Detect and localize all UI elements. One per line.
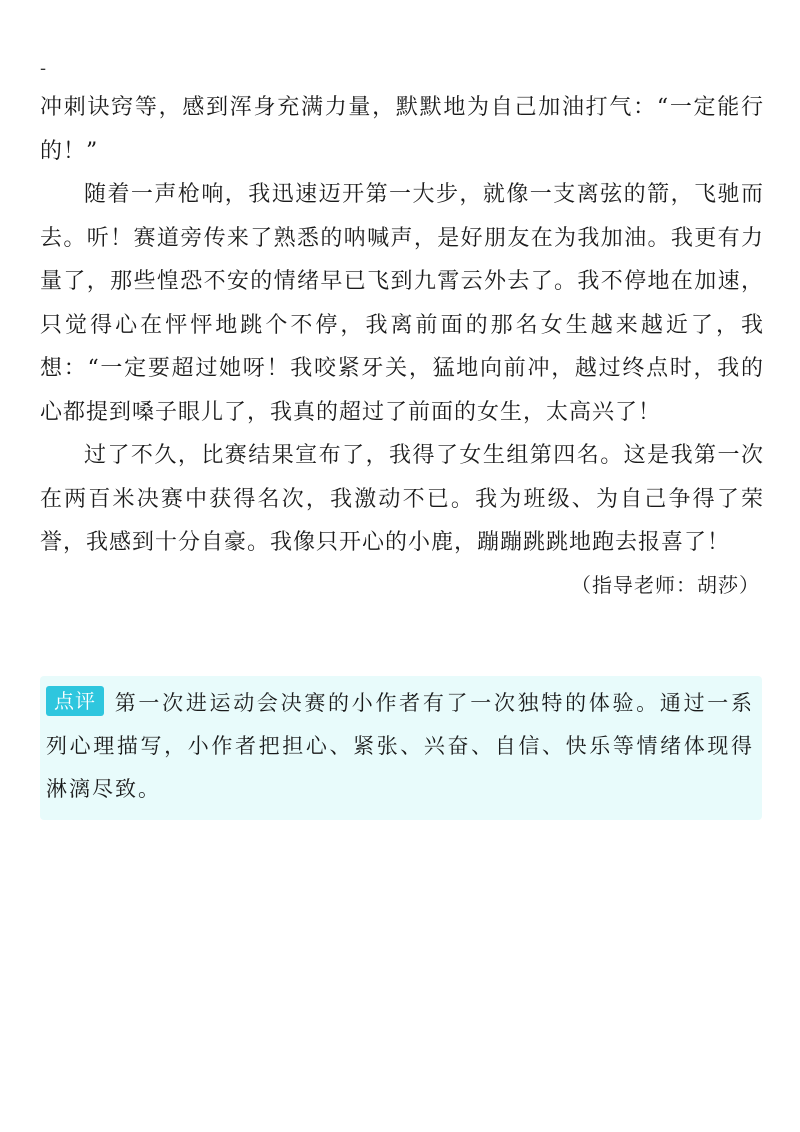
comment-text: 第一次进运动会决赛的小作者有了一次独特的体验。通过一系列心理描写，小作者把担心、紧张、兴奋、自信、快乐等情绪体现得淋漓尽致。 [46, 691, 754, 801]
page-top-mark: - [40, 58, 47, 79]
essay-paragraph-1: 冲刺诀窍等，感到浑身充满力量，默默地为自己加油打气：“一定能行的！” [40, 95, 764, 164]
essay-body [40, 86, 764, 605]
comment-box [40, 676, 762, 820]
essay-paragraph-2: 随着一声枪响，我迅速迈开第一大步，就像一支离弦的箭，飞驰而去。听！赛道旁传来了熟悉的呐喊声，是好朋友在为我加油。我更有力量了，那些惶恐不安的情绪早已飞到九霄云外去了。我不停地在加速，只觉得心在怦怦地跳个不停，我离前面的那名女生越来越近了，我想：“一定要超过她呀！我咬紧牙关，猛地向前冲，越过终点时，我的心都提到嗓子眼儿了，我真的超过了前面的女生，太高兴了！ [40, 182, 764, 425]
comment-badge: 点评 [46, 686, 104, 716]
teacher-signature: （指导老师：胡莎） [571, 572, 760, 597]
comment-paragraph [40, 676, 762, 811]
essay-paragraph-3: 过了不久，比赛结果宣布了，我得了女生组第四名。这是我第一次在两百米决赛中获得名次，我激动不已。我为班级、为自己争得了荣誉，我感到十分自豪。我像只开心的小鹿，蹦蹦跳跳地跑去报喜了！ [40, 443, 764, 555]
